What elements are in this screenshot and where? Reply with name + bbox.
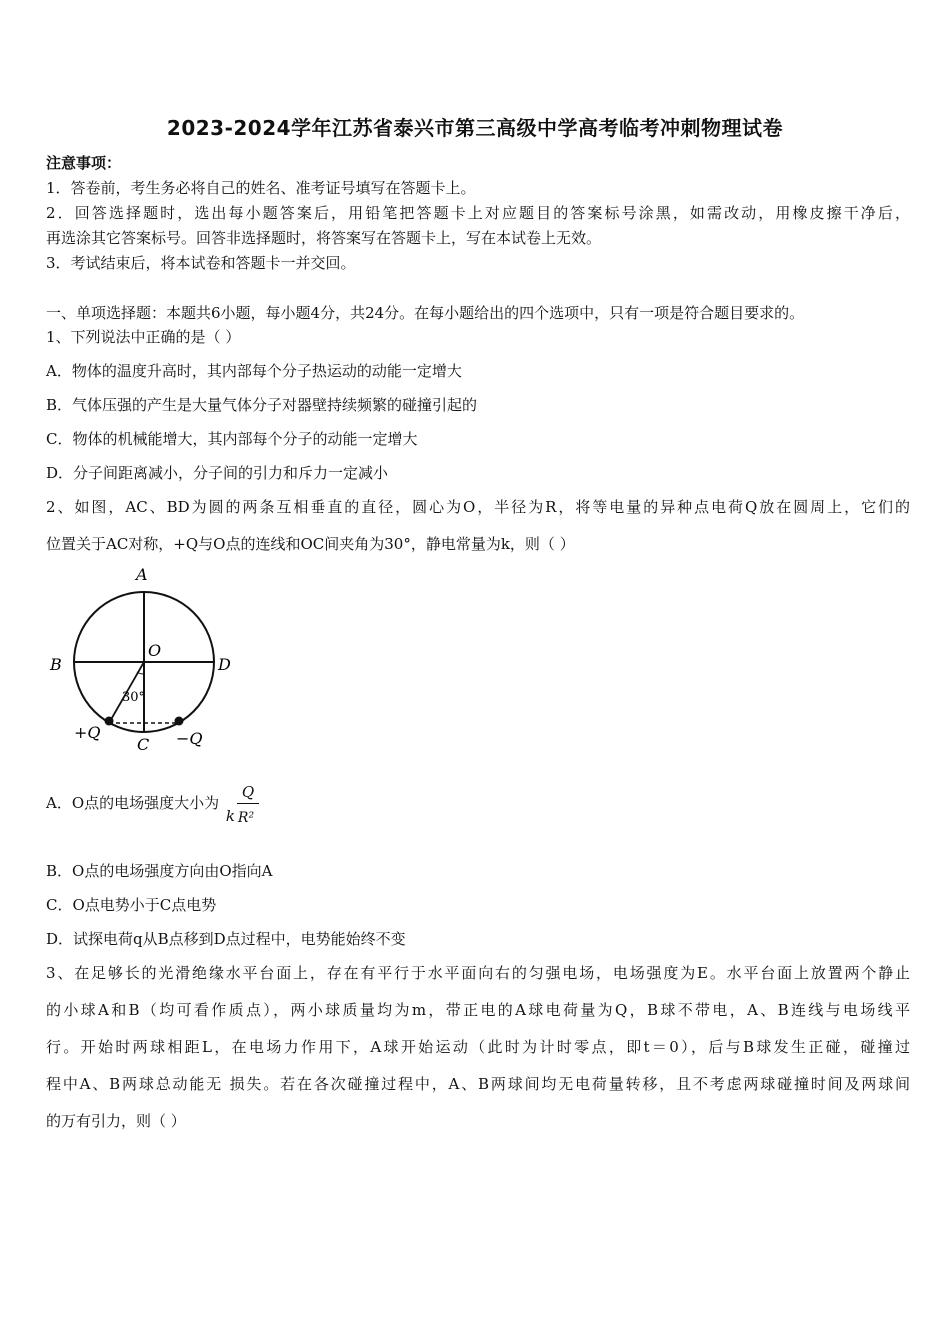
- q1-option-d: D．分子间距离减小，分子间的引力和斥力一定减小: [46, 464, 389, 482]
- formula-kq-over-r2: [224, 781, 264, 827]
- q2-option-a: [46, 780, 910, 826]
- question-2-stem: 2、如图，AC、BD为圆的两条互相垂直的直径，圆心为O，半径为R，将等电量的异种点电荷Q放在圆周上，它们的: [46, 498, 910, 516]
- question-3-line: 行。开始时两球相距L，在电场力作用下，A球开始运动（此时为计时零点，即t＝0），后与B球发生正碰，碰撞过: [46, 1038, 910, 1056]
- label-a: A: [136, 565, 148, 584]
- negative-charge: [175, 717, 184, 726]
- label-minus-q: −Q: [176, 729, 203, 748]
- label-d: D: [218, 655, 231, 674]
- positive-charge: [105, 717, 114, 726]
- notice-heading: 注意事项：: [46, 154, 122, 172]
- q1-option-a: A．物体的温度升高时，其内部每个分子热运动的动能一定增大: [46, 362, 462, 380]
- question-1-stem: 1、下列说法中正确的是（ ）: [46, 328, 241, 346]
- q2-option-a-text: A．O点的电场强度大小为: [46, 794, 220, 812]
- formula-denominator: R²: [237, 810, 255, 826]
- q1-option-c: C．物体的机械能增大，其内部每个分子的动能一定增大: [46, 430, 418, 448]
- label-plus-q: +Q: [74, 723, 101, 742]
- label-c: C: [137, 735, 150, 754]
- question-2-stem-cont: 位置关于AC对称，+Q与O点的连线和OC间夹角为30°，静电常量为k，则（ ）: [46, 535, 575, 553]
- label-o: O: [148, 641, 162, 660]
- q1-option-b: B．气体压强的产生是大量气体分子对器壁持续频繁的碰撞引起的: [46, 396, 478, 414]
- question-3-line: 的小球A和B（均可看作质点），两小球质量均为m，带正电的A球电荷量为Q，B球不带电，A、B连线与电场线平: [46, 1001, 910, 1019]
- q2-option-d: D．试探电荷q从B点移到D点过程中，电势能始终不变: [46, 930, 406, 948]
- formula-numerator: Q: [241, 783, 255, 801]
- formula-k: k: [225, 807, 236, 825]
- notice-item: 1．答卷前，考生务必将自己的姓名、准考证号填写在答题卡上。: [46, 179, 476, 197]
- q2-option-b: B．O点的电场强度方向由O指向A: [46, 862, 273, 880]
- notice-item: 再选涂其它答案标号。回答非选择题时，将答案写在答题卡上，写在本试卷上无效。: [46, 229, 602, 247]
- question-3-line: 的万有引力，则（ ）: [46, 1112, 186, 1130]
- notice-item: 3．考试结束后，将本试卷和答题卡一并交回。: [46, 254, 356, 272]
- question-3-line: 程中A、B两球总动能无 损失。若在各次碰撞过程中，A、B两球间均无电荷量转移，且不考虑两球碰撞时间及两球间: [46, 1075, 910, 1093]
- circle-diagram: [40, 560, 250, 760]
- angle-label: 30°: [122, 690, 146, 705]
- question-3-line: 3、在足够长的光滑绝缘水平台面上，存在有平行于水平面向右的匀强电场，电场强度为E。水平台面上放置两个静止: [46, 964, 910, 982]
- section-heading: 一、单项选择题：本题共6小题，每小题4分，共24分。在每小题给出的四个选项中，只有一项是符合题目要求的。: [46, 304, 805, 322]
- page-title: 2023-2024学年江苏省泰兴市第三高级中学高考临考冲刺物理试卷: [166, 116, 784, 140]
- label-b: B: [50, 655, 62, 674]
- notice-item: 2．回答选择题时，选出每小题答案后，用铅笔把答题卡上对应题目的答案标号涂黑，如需改动，用橡皮擦干净后，: [46, 204, 910, 222]
- q2-option-c: C．O点电势小于C点电势: [46, 896, 217, 914]
